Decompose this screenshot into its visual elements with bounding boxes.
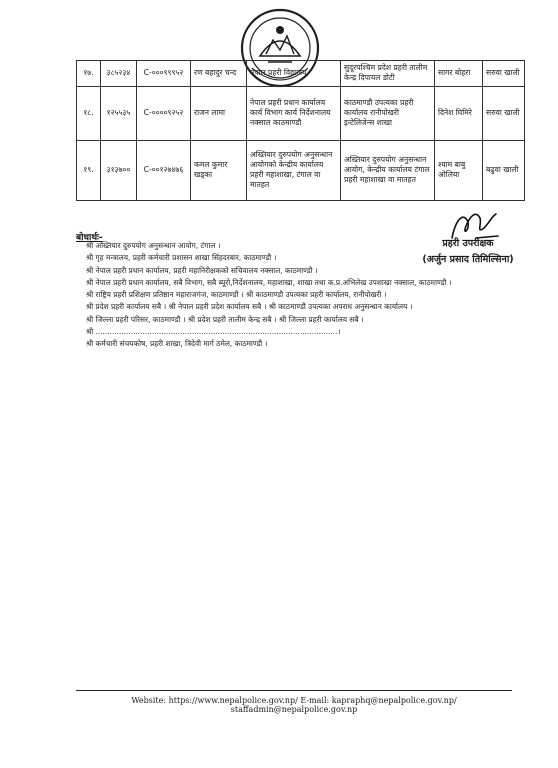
transfer-table <box>76 60 525 201</box>
table-row <box>77 61 525 87</box>
footer-divider <box>76 690 512 691</box>
cell-name: रण बहादुर चन्द <box>191 61 247 87</box>
list-item: श्री गृह मन्त्रालय, प्रहरी कर्मचारी प्रशासन शाखा सिंहदरबार, काठमाण्डौ । <box>86 253 277 263</box>
cell-remark: सरुवा खाली <box>483 61 525 87</box>
cell-remark: बढुवा खाली <box>483 140 525 200</box>
signatory-title: प्रहरी उपरीक्षक <box>442 238 494 249</box>
cell-name: राजन लामा <box>191 86 247 140</box>
distribution-heading: बोधार्थः- <box>76 233 103 243</box>
cell-remark: सरुवा खाली <box>483 86 525 140</box>
cell-officer: सागर बोहरा <box>435 61 483 87</box>
cell-code: ३८५२३४ <box>101 61 137 87</box>
list-item: श्री अख्तियार दुरुपयोग अनुसन्धान आयोग, टंगाल । <box>86 241 221 250</box>
cell-officer: दिनेश घिमिरे <box>435 86 483 140</box>
cell-name: कमल कुमार खड्का <box>191 140 247 200</box>
distribution-list <box>86 240 452 351</box>
cell-serial: १८. <box>77 86 101 140</box>
cell-symbol-number: C-००००९२५२ <box>137 86 191 140</box>
cell-symbol-number: C-००१२७४७६ <box>137 140 191 200</box>
list-item: श्री नेपाल प्रहरी प्रधान कार्यालय, प्रहरी महानिरीक्षकको सचिवालय नक्साल, काठमाण्डौ । <box>86 265 318 275</box>
signatory-name: (अर्जुन प्रसाद तिमिल्सिना) <box>422 254 514 265</box>
list-item: श्री कर्मचारी संचयकोष, प्रहरी शाखा, त्रिदेवी मार्ग ठमेल, काठमाण्डौ । <box>86 339 268 349</box>
cell-from-office: नेपाल प्रहरी प्रधान कार्यालय कार्य विभाग कार्य निर्देशनालय नक्साल काठमाण्डौ <box>247 86 341 140</box>
list-item: श्री प्रदेश प्रहरी कार्यालय सबै । श्री नेपाल प्रहरी प्रदेश कार्यालय सबै । श्री काठमाण्डौ उपत्यका अपराध अनुसन्धान कार्यालय । <box>86 302 413 312</box>
cell-to-office: काठमाण्डौ उपत्यका प्रहरी कार्यालय रानीपोखरी इन्टेलिजेन्स शाखा <box>341 86 435 140</box>
table-row <box>77 86 525 140</box>
cell-serial: १७. <box>77 61 101 87</box>
list-item: श्री राष्ट्रिय प्रहरी प्रशिक्षण प्रतिष्ठान महाराजगंज, काठमाण्डौ । श्री काठमाण्डौ उपत्यका प्रहरी कार्यालय, रानीपोखरी । <box>86 290 387 300</box>
cell-code: १२५५३५ <box>101 86 137 140</box>
table-row <box>77 140 525 200</box>
cell-to-office: सुदूरपश्चिम प्रदेश प्रहरी तालीम केन्द्र दिपायल डोटी <box>341 61 435 87</box>
list-item: श्री .......................................................................................................। <box>86 327 341 337</box>
list-item: श्री जिल्ला प्रहरी परिसर, काठमाण्डौ । श्री प्रदेश प्रहरी तालीम केन्द्र सबै । श्री जिल्ला प्रहरी कार्यालय सबै । <box>86 314 364 324</box>
cell-symbol-number: C-०००९९९५२ <box>137 61 191 87</box>
list-item: श्री नेपाल प्रहरी प्रधान कार्यालय, सबै विभाग, सबै ब्यूरो,निर्देशनालय, महाशाखा, शाखा तथा क.प्र.अभिलेख उपशाखा नक्साल, काठमाण्डौ । <box>86 277 452 287</box>
cell-officer: श्याम बाबु ओलिया <box>435 140 483 200</box>
footer-contact: Website: https://www.nepalpolice.gov.np/ E-mail: kapraphq@nepalpolice.gov.np/ staffadmin@nepalpolice.gov.np <box>131 696 457 714</box>
cell-from-office: नेपाल प्रहरी विद्यालय <box>247 61 341 87</box>
cell-serial: १९. <box>77 140 101 200</box>
cell-code: ३१३७०० <box>101 140 137 200</box>
cell-to-office: अख्तियार दुरुपयोग अनुसन्धान आयोग, केन्द्रीय कार्यालय टंगाल प्रहरी महाशाखा वा मातहत <box>341 140 435 200</box>
cell-from-office: अख्तियार दुरुपयोग अनुसन्धान आयोगको केन्द्रीय कार्यालय प्रहरी महाशाखा, टंगाल वा मातहत <box>247 140 341 200</box>
